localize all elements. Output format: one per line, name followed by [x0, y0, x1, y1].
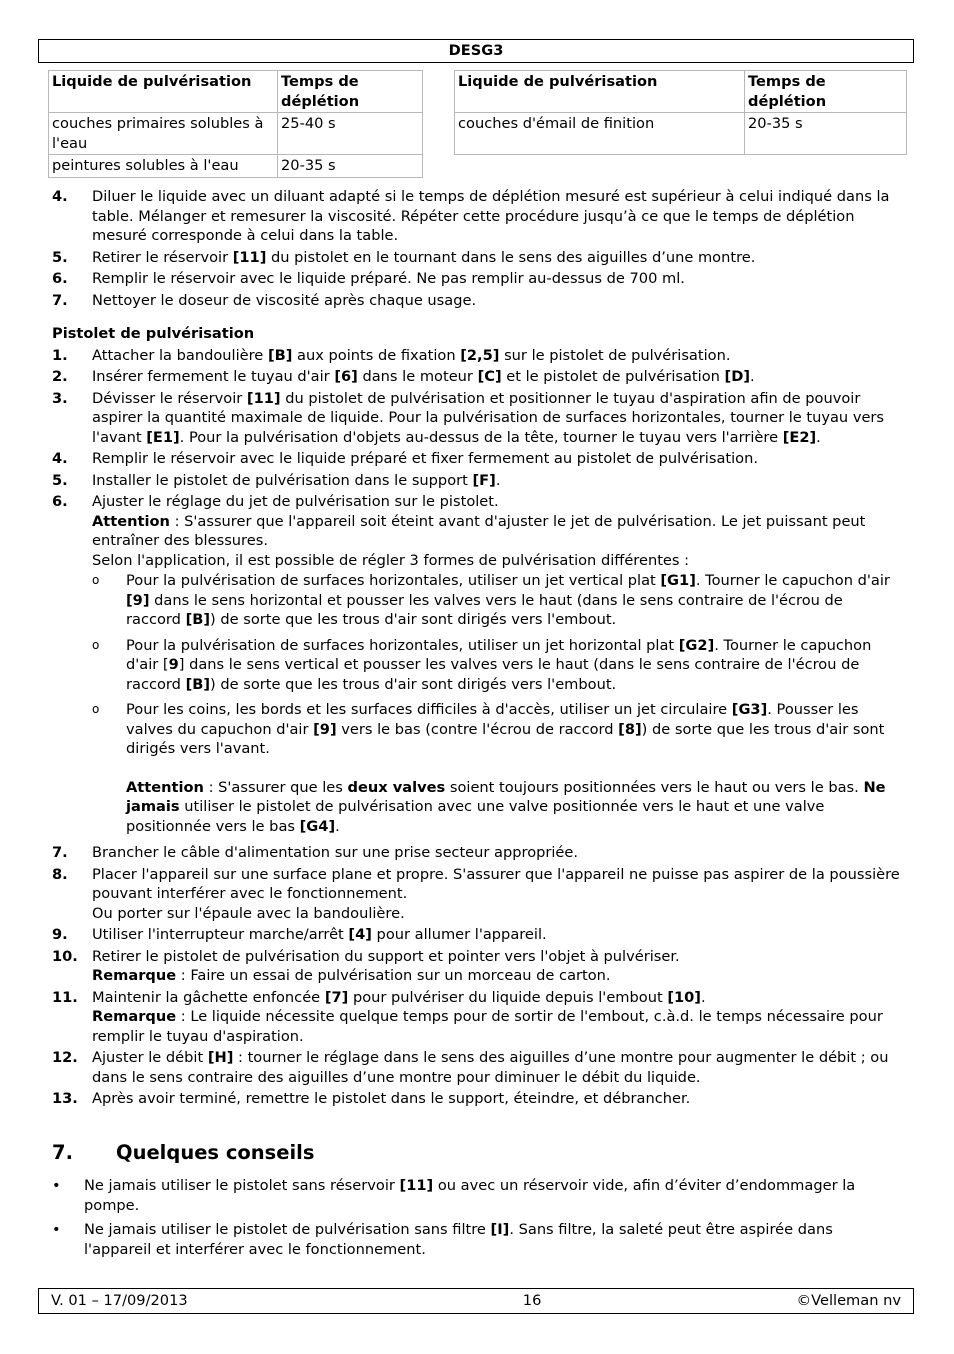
- table-cell: peintures solubles à l'eau: [49, 155, 278, 178]
- table-cell: couches d'émail de finition: [455, 113, 745, 155]
- table-cell: 20-35 s: [745, 113, 907, 155]
- list-item: [52, 925, 902, 945]
- item-text: Après avoir terminé, remettre le pistolet dans le support, éteindre, et débrancher.: [92, 1090, 691, 1107]
- table-header-row: [455, 71, 907, 113]
- list-item: [52, 449, 902, 469]
- item-number: 7.: [52, 291, 68, 309]
- table-cell: 25-40 s: [278, 113, 423, 155]
- depletion-table-left: [48, 70, 423, 178]
- item-text: Diluer le liquide avec un diluant adapté si le temps de déplétion mesuré est supérieur à celui indiqué dans la table. Mélanger et remesurer la viscosité. Répéter cette procédure jusqu’à ce que le temps de déplétion mesuré corresponde à celui dans la table.: [92, 188, 890, 244]
- bullet-icon: o: [92, 573, 100, 587]
- item-text: Attacher la bandoulière [B] aux points de fixation [2,5] sur le pistolet de pulvérisation.: [92, 346, 731, 364]
- item-text: Ne jamais utiliser le pistolet sans réservoir [11] ou avec un réservoir vide, afin d’éviter d’endommager la pompe.: [84, 1177, 856, 1214]
- list-item: [52, 471, 902, 491]
- list-item: [52, 492, 902, 836]
- item-text: Nettoyer le doseur de viscosité après chaque usage.: [92, 291, 477, 309]
- list-item: [52, 269, 902, 289]
- page-footer: [38, 1288, 914, 1314]
- table-header-cell: Temps de déplétion: [745, 71, 907, 113]
- item-number: 3.: [52, 389, 68, 407]
- list-a: [52, 187, 902, 310]
- tips-list: [52, 1176, 902, 1259]
- bullet-icon: •: [52, 1177, 61, 1194]
- item-text: Retirer le pistolet de pulvérisation du support et pointer vers l'objet à pulvériser. Remarque : Faire un essai de pulvérisation sur un morceau de carton.: [92, 947, 680, 984]
- sub-list-item: o Pour les coins, les bords et les surfaces difficiles à d'accès, utiliser un jet circulaire [G3]. Pousser les valves du capuchon d'air [9] vers le bas (contre l'écrou de raccord [8]) de sorte que les trous d'air sont dirigés vers l'avant.: [92, 701, 885, 757]
- item-number: 10.: [52, 947, 78, 965]
- item-number: 5.: [52, 471, 68, 489]
- item-number: 4.: [52, 450, 68, 467]
- item-text: Placer l'appareil sur une surface plane et propre. S'assurer que l'appareil ne puisse pas aspirer de la poussière pouvant interférer avec le fonctionnement. Ou porter sur l'épaule avec la bandoulière.: [92, 865, 900, 922]
- table-row: [49, 113, 423, 155]
- item-number: 13.: [52, 1090, 78, 1107]
- list-item: [52, 248, 902, 268]
- table-header-row: [49, 71, 423, 113]
- list-item: [52, 389, 902, 448]
- item-text: Insérer fermement le tuyau d'air [6] dans le moteur [C] et le pistolet de pulvérisation [D].: [92, 368, 755, 385]
- page-header: DESG3: [38, 39, 914, 63]
- list-item: [52, 1176, 902, 1215]
- list-item: [52, 1089, 902, 1109]
- list-item: [52, 367, 902, 387]
- table-cell: couches primaires solubles à l'eau: [49, 113, 278, 155]
- list-item: [52, 947, 902, 986]
- list-item: [52, 865, 902, 924]
- bullet-icon: •: [52, 1221, 61, 1238]
- sub-list-item: o Pour la pulvérisation de surfaces horizontales, utiliser un jet vertical plat [G1]. Tourner le capuchon d'air [9] dans le sens horizontal et pousser les valves vers le haut (dans le sens contraire de l'écrou de raccord [B]) de sorte que les trous d'air sont dirigés vers l'embout.: [92, 572, 890, 628]
- attention-note: Attention : S'assurer que les deux valves soient toujours positionnées vers le haut ou vers le bas. Ne jamais utiliser le pistolet de pulvérisation avec une valve positionnée vers le haut et une valve positionnée vers le bas [G4].: [126, 778, 886, 835]
- item-text: Ajuster le réglage du jet de pulvérisation sur le pistolet. Attention : S'assurer que l'appareil soit éteint avant d'ajuster le jet de pulvérisation. Le jet puissant peut entraîner des blessures. Selon l'application, il est possible de régler 3 formes de pulvérisation différentes : o Pour la pulvérisation de surfaces horizontales, utiliser un jet vertical plat [G1]. Tourner le capuchon d'air [9] dans le sens horizontal et pousser les valves vers le haut (dans le sens contraire de l'écrou de raccord [B]) de sorte que les trous d'air sont dirigés vers l'embout. o Pour la pulvérisation de surfaces horizontales, utiliser un jet horizontal plat [G2]. Tourner le capuchon d'air [9] dans le sens vertical et pousser les valves vers le haut (dans le sens contraire de l'écrou de raccord [B]) de sorte que les trous d'air sont dirigés vers l'embout. o Pour les coins, les bords et les surfaces difficiles à d'accès, utiliser un jet circulaire [G3]. Pousser les valves du capuchon d'air [9] vers le bas (contre l'écrou de raccord [8]) de sorte que les trous d'air sont dirigés vers l'avant. Attention : S'assurer que les deux valves soient toujours positionnées vers le haut ou vers le bas. Ne jamais utiliser le pistolet de pulvérisation avec une valve positionnée vers le haut et une valve positionnée vers le bas [G4].: [92, 492, 902, 836]
- footer-page-number: 16: [522, 1292, 542, 1310]
- item-number: 6.: [52, 493, 68, 510]
- item-text: Maintenir la gâchette enfoncée [7] pour pulvériser du liquide depuis l'embout [10]. Remarque : Le liquide nécessite quelque temps pour de sortir de l'embout, c.à.d. le temps nécessaire pour remplir le tuyau d'aspiration.: [92, 988, 883, 1045]
- item-text: Utiliser l'interrupteur marche/arrêt [4] pour allumer l'appareil.: [92, 926, 547, 943]
- item-number: 2.: [52, 368, 68, 385]
- item-text: Dévisser le réservoir [11] du pistolet de pulvérisation et positionner le tuyau d'aspiration afin de pouvoir aspirer la quantité maximale de liquide. Pour la pulvérisation de surfaces horizontales, tourner le tuyau vers l'avant [E1]. Pour la pulvérisation d'objets au-dessus de la tête, tourner le tuyau vers l'arrière [E2].: [92, 389, 885, 446]
- footer-version: V. 01 – 17/09/2013: [51, 1292, 188, 1310]
- item-number: 12.: [52, 1049, 78, 1066]
- list-item: [52, 291, 902, 311]
- item-number: 5.: [52, 248, 68, 266]
- list-item: [52, 1048, 902, 1087]
- list-item: [52, 1220, 902, 1259]
- item-number: 1.: [52, 346, 68, 364]
- item-number: 7.: [52, 844, 68, 861]
- list-b: [52, 324, 902, 1109]
- section-heading: 7. Quelques conseils: [52, 1141, 315, 1164]
- item-text: Remplir le réservoir avec le liquide préparé. Ne pas remplir au-dessus de 700 ml.: [92, 270, 685, 287]
- table-header-cell: Liquide de pulvérisation: [49, 71, 278, 113]
- table-header-cell: Temps de déplétion: [278, 71, 423, 113]
- list-item: [52, 843, 902, 863]
- bullet-icon: o: [92, 637, 100, 652]
- item-text: Installer le pistolet de pulvérisation dans le support [F].: [92, 471, 501, 489]
- item-number: 4.: [52, 188, 68, 205]
- item-number: 8.: [52, 865, 68, 883]
- item-text: Remplir le réservoir avec le liquide préparé et fixer fermement au pistolet de pulvérisation.: [92, 450, 758, 467]
- item-text: Retirer le réservoir [11] du pistolet en le tournant dans le sens des aiguilles d’une montre.: [92, 248, 756, 266]
- footer-copyright: ©Velleman nv: [796, 1292, 901, 1310]
- subsection-title: Pistolet de pulvérisation: [52, 325, 255, 342]
- list-item: [52, 187, 902, 246]
- item-text: Ne jamais utiliser le pistolet de pulvérisation sans filtre [I]. Sans filtre, la saleté peut être aspirée dans l'appareil et interférer avec le fonctionnement.: [84, 1221, 833, 1258]
- item-number: 9.: [52, 926, 68, 943]
- list-item: [52, 346, 902, 366]
- table-cell: 20-35 s: [278, 155, 423, 178]
- sub-list-item: o Pour la pulvérisation de surfaces horizontales, utiliser un jet horizontal plat [G2]. Tourner le capuchon d'air [9] dans le sens vertical et pousser les valves vers le haut (dans le sens contraire de l'écrou de raccord [B]) de sorte que les trous d'air sont dirigés vers l'embout.: [92, 636, 872, 693]
- table-row: [455, 113, 907, 155]
- item-text: Brancher le câble d'alimentation sur une prise secteur appropriée.: [92, 844, 579, 861]
- item-number: 11.: [52, 988, 78, 1006]
- depletion-table-right: [454, 70, 907, 155]
- table-header-cell: Liquide de pulvérisation: [455, 71, 745, 113]
- bullet-icon: o: [92, 702, 100, 716]
- table-row: [49, 155, 423, 178]
- item-number: 6.: [52, 270, 68, 287]
- item-text: Ajuster le débit [H] : tourner le réglage dans le sens des aiguilles d’une montre pour augmenter le débit ; ou dans le sens contraire des aiguilles d’une montre pour diminuer le débit du liquide.: [92, 1049, 889, 1086]
- list-item: [52, 988, 902, 1047]
